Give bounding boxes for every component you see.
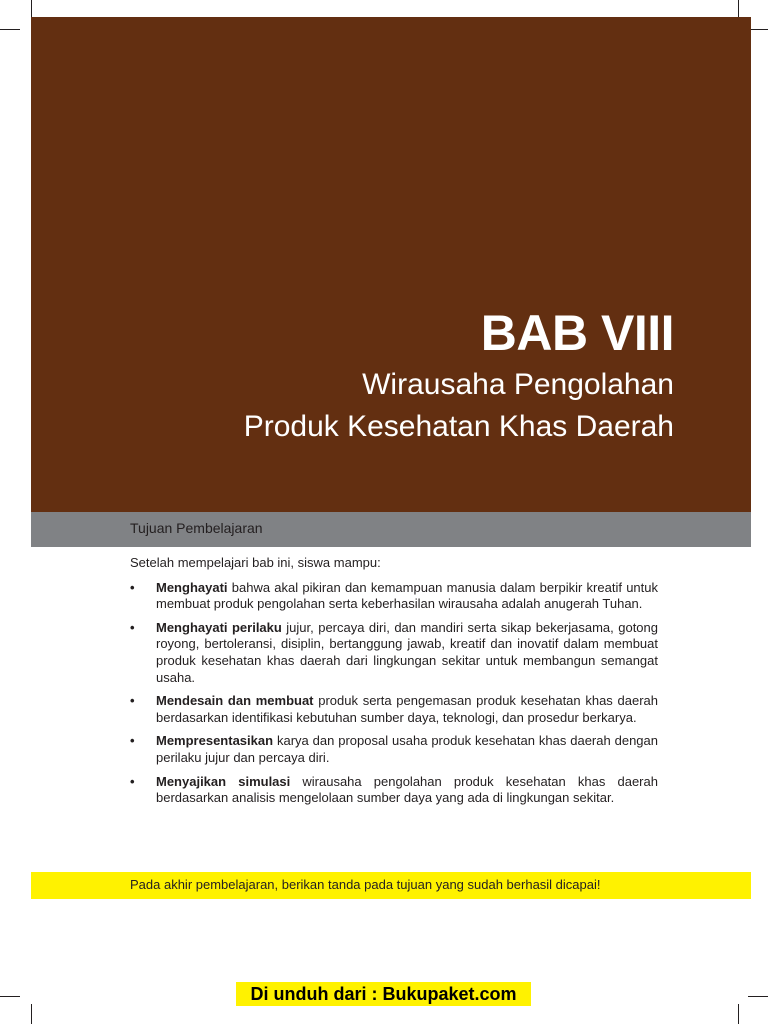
crop-mark xyxy=(0,29,20,30)
crop-mark xyxy=(31,1004,32,1024)
completion-note: Pada akhir pembelajaran, berikan tanda pada tujuan yang sudah berhasil dicapai! xyxy=(130,877,601,892)
chapter-title-line-1: Wirausaha Pengolahan xyxy=(362,368,674,401)
objective-item xyxy=(130,580,658,613)
chapter-number: BAB VIII xyxy=(480,305,674,361)
download-source-label: Di unduh dari : Bukupaket.com xyxy=(236,982,531,1006)
objective-lead: Menyajikan simulasi xyxy=(156,773,291,789)
objective-text: karya dan proposal usaha produk kesehatan khas daerah dengan perilaku jujur dan percaya diri. xyxy=(156,733,658,765)
objective-text: produk serta pengemasan produk kesehatan khas daerah berdasarkan identifikasi kebutuhan sumber daya, teknologi, dan prosedur berkarya. xyxy=(156,693,659,725)
objective-item xyxy=(130,733,658,766)
objective-item xyxy=(130,774,658,807)
objectives-intro: Setelah mempelajari bab ini, siswa mampu: xyxy=(130,555,381,570)
objective-lead: Mempresentasikan xyxy=(156,733,274,749)
crop-mark xyxy=(748,996,768,997)
objective-lead: Menghayati xyxy=(156,579,228,595)
chapter-title-line-2: Produk Kesehatan Khas Daerah xyxy=(243,410,674,443)
objective-lead: Mendesain dan membuat xyxy=(156,693,314,709)
objectives-heading: Tujuan Pembelajaran xyxy=(130,520,263,536)
objectives-header-bar xyxy=(31,512,751,547)
objective-text: wirausaha pengolahan produk kesehatan khas daerah berdasarkan analisis mengelolaan sumber daya yang ada di lingkungan sekitar. xyxy=(156,773,658,806)
objectives-list xyxy=(130,580,658,807)
crop-mark xyxy=(748,29,768,30)
objective-text: jujur, percaya diri, dan mandiri serta sikap bekerjasama, gotong royong, bertoleransi, disiplin, bertanggung jawab, kreatif dan inovatif dalam membuat produk kesehatan khas daerah dari lingkungan sekitar untuk membangun semangat usaha. xyxy=(156,619,658,685)
crop-mark xyxy=(738,1004,739,1024)
objectives-content xyxy=(130,555,658,814)
completion-note-bar xyxy=(31,872,751,899)
objective-lead: Menghayati perilaku xyxy=(156,619,282,635)
crop-mark xyxy=(0,996,20,997)
objective-text: bahwa akal pikiran dan kemampuan manusia dalam berpikir kreatif untuk membuat produk pengolahan serta keberhasilan wirausaha adalah anugerah Tuhan. xyxy=(156,579,658,612)
objective-item xyxy=(130,620,658,686)
objective-item xyxy=(130,693,658,726)
